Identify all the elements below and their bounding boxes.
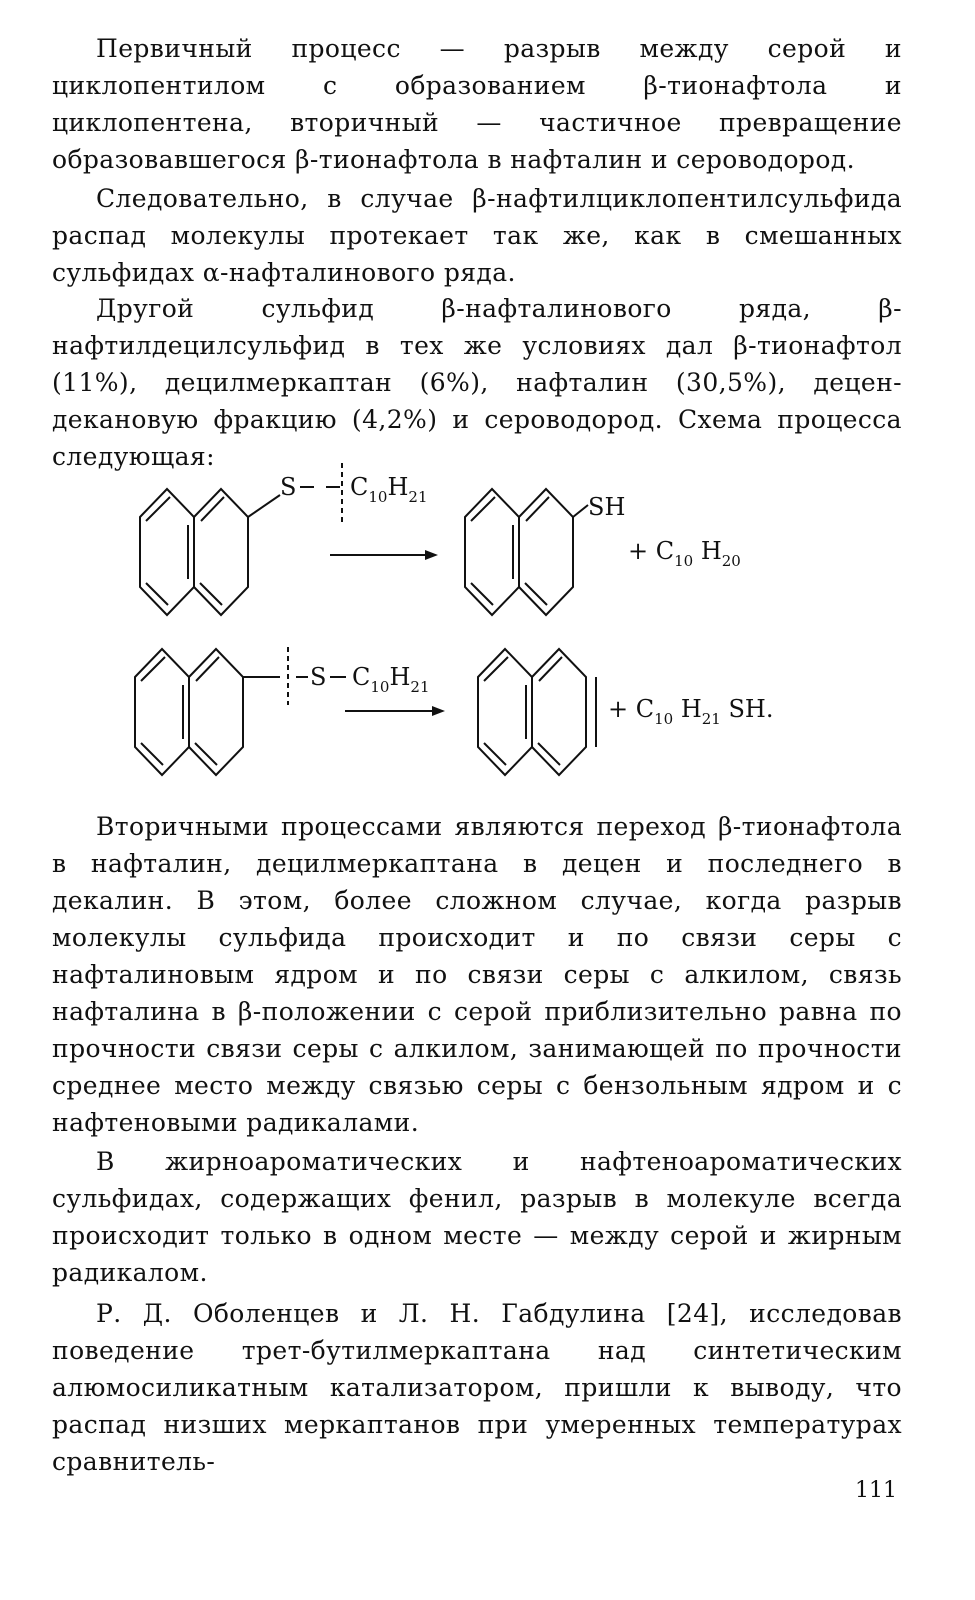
alkyl-label-1: $C_{10}H_{21}$ (350, 473, 428, 506)
reaction-scheme (120, 455, 820, 785)
paragraph-decyl-sulfide: Другой сульфид β-нафталинового ряда, β-нафтилдецилсульфид в тех же условиях дал β-тионафтол (11%), децилмеркаптан (6%), нафталин (30,5%), децен-декановую фракцию (4,2%) и сероводород. Схема процесса следующая: (52, 294, 902, 471)
naphthalene-2 (135, 649, 243, 775)
sulfur-label-2: S (310, 663, 327, 691)
naphthalene-product (478, 649, 596, 775)
naphthalene-1 (140, 489, 248, 615)
page-number: 111 (855, 1478, 897, 1503)
naphthalene-thiol (465, 489, 588, 615)
paragraph-secondary-processes: Вторичными процессами являются переход β-тионафтола в нафталин, децилмеркаптана в децен и последнего в декалин. В этом, более сложном случае, когда разрыв молекулы сульфида происходит и по связи серы с нафталиновым ядром и по связи серы с алкилом, связь нафталина в β-положении с серой приблизительно равна по прочности связи серы с алкилом, занимающей по прочности среднее место между связью серы с бензольным ядром и с нафтеновыми радикалами. (52, 812, 902, 1137)
byproduct-mercaptan: + $C_{10}$ $H_{21}$ SH. (608, 695, 774, 728)
reaction-arrow-1 (330, 550, 438, 560)
alkyl-label-2: $C_{10}H_{21}$ (352, 663, 430, 696)
sulfur-label-1: S (280, 473, 297, 501)
paragraph-consequently: Следовательно, в случае β-нафтилциклопентилсульфида распад молекулы протекает так же, как в смешанных сульфидах α-нафталинового ряда. (52, 184, 902, 287)
paragraph-obolentsev: Р. Д. Оболенцев и Л. Н. Габдулина [24], исследовав поведение трет-бутилмеркаптана над синтетическим алюмосиликатным катализатором, пришли к выводу, что распад низших меркаптанов при умеренных температурах сравнитель- (52, 1299, 902, 1476)
bond-s-1 (248, 495, 280, 517)
reaction-arrow-2 (345, 706, 445, 716)
byproduct-decene: + $C_{10}$ $H_{20}$ (628, 537, 741, 570)
thiol-group-label: SH (588, 493, 626, 521)
paragraph-primary-process: Первичный процесс — разрыв между серой и циклопентилом с образованием β-тионафтола и циклопентена, вторичный — частичное превращение образовавшегося β-тионафтола в нафталин и сероводород. (52, 34, 902, 174)
paragraph-phenyl-sulfides: В жирноароматических и нафтеноароматических сульфидах, содержащих фенил, разрыв в молекуле всегда происходит только в одном месте — между серой и жирным радикалом. (52, 1147, 902, 1287)
